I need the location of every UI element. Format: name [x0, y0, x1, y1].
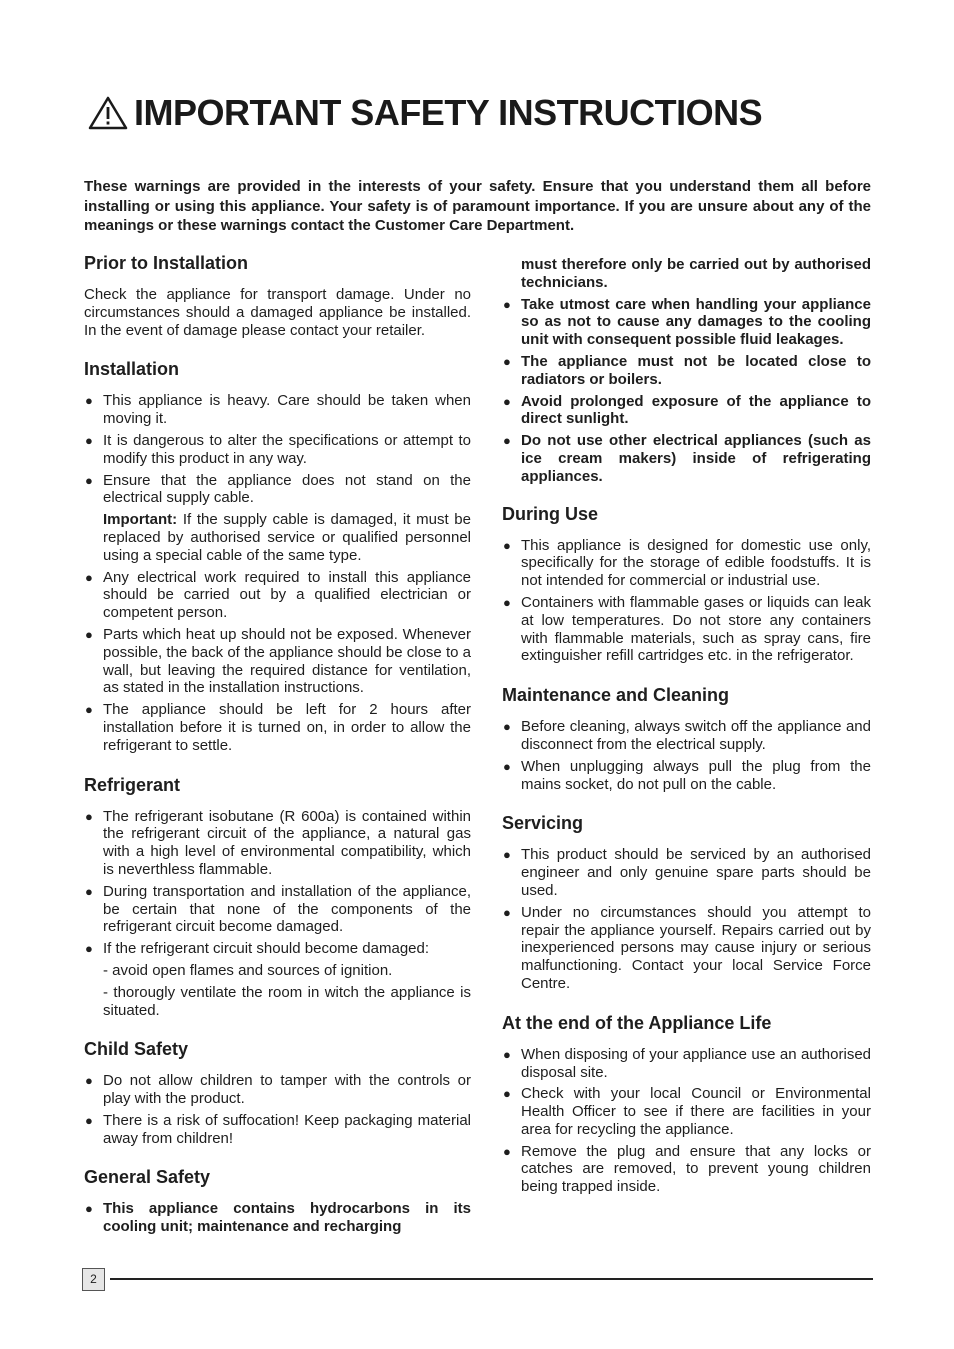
list-item-text: The appliance must not be located close to radiators or boilers.	[521, 352, 871, 388]
list-item	[84, 940, 471, 958]
list-item-text: This product should be serviced by an authorised engineer and only genuine spare parts should be used.	[521, 846, 871, 899]
list-item	[84, 808, 471, 879]
bullet-icon: ●	[85, 1201, 93, 1217]
section-during-use	[502, 503, 871, 666]
list-item	[84, 392, 471, 428]
bullet-icon: ●	[85, 432, 93, 448]
bullet-icon: ●	[503, 594, 511, 610]
list-item	[84, 626, 471, 697]
sub-item: - avoid open flames and sources of ignition.	[103, 961, 393, 979]
section-refrigerant	[84, 774, 471, 1020]
list-item-text: During transportation and installation of the appliance, be certain that none of the components of the refrigerant circuit become damaged.	[103, 882, 471, 936]
bullet-list	[502, 846, 871, 992]
list-item-text: Before cleaning, always switch off the appliance and disconnect from the electrical supply.	[521, 718, 871, 753]
section-servicing	[502, 812, 871, 992]
list-item-text: The refrigerant isobutane (R 600a) is contained within the refrigerant circuit of the appliance, a natural gas with a high level of environmental compatibility, which is neverthless flammable.	[103, 807, 471, 878]
section-general-safety	[84, 1166, 471, 1236]
section-heading: Child Safety	[84, 1039, 189, 1060]
section-heading: Refrigerant	[84, 774, 181, 795]
list-item-text: It is dangerous to alter the specifications or attempt to modify this product in any way.	[103, 431, 471, 467]
bullet-icon: ●	[503, 1046, 511, 1062]
list-item	[502, 594, 871, 665]
bullet-icon: ●	[85, 626, 93, 642]
bullet-icon: ●	[503, 719, 511, 735]
list-item	[84, 569, 471, 622]
section-general-safety-continued	[502, 256, 871, 486]
list-item-text: When unplugging always pull the plug from the mains socket, do not pull on the cable.	[521, 757, 871, 793]
list-item-text: Any electrical work required to install this appliance should be carried out by a qualified electrician or competent person.	[103, 568, 471, 622]
bullet-icon: ●	[503, 1143, 511, 1159]
list-item-text: The appliance should be left for 2 hours after installation before it is turned on, in order to allow the refrigerant to settle.	[103, 701, 471, 754]
bullet-list	[502, 296, 871, 486]
list-item-text: Check with your local Council or Environmental Health Officer to see if there are facilities in your area for recycling the appliance.	[521, 1085, 871, 1138]
section-text: Check the appliance for transport damage. Under no circumstances should a damaged appliance be installed. In the event of damage please contact your retailer.	[84, 286, 471, 339]
list-item	[84, 1072, 471, 1108]
section-heading: Prior to Installation	[84, 253, 249, 273]
bullet-list	[84, 808, 471, 958]
bullet-icon: ●	[85, 1112, 93, 1128]
bullet-icon: ●	[85, 941, 93, 957]
list-item	[502, 904, 871, 993]
bullet-icon: ●	[503, 296, 511, 312]
list-item	[84, 701, 471, 754]
important-note	[84, 511, 471, 564]
list-item	[502, 758, 871, 794]
bullet-icon: ●	[503, 1086, 511, 1102]
important-label: Important:	[103, 511, 178, 529]
bullet-list	[84, 1200, 471, 1236]
continued-text: must therefore only be carried out by authorised technicians.	[521, 256, 871, 291]
section-installation	[84, 358, 471, 754]
bullet-list	[84, 569, 471, 755]
list-item-text: Do not use other electrical appliances (such as ice cream makers) inside of refrigerating appliances.	[521, 432, 871, 485]
list-item	[502, 353, 871, 389]
section-heading: During Use	[502, 503, 599, 524]
list-item	[502, 1046, 871, 1082]
bullet-icon: ●	[85, 569, 93, 585]
section-heading: General Safety	[84, 1167, 211, 1188]
bullet-list	[84, 1072, 471, 1147]
bullet-list	[502, 718, 871, 793]
bullet-icon: ●	[85, 808, 93, 824]
list-item	[502, 1085, 871, 1138]
bullet-icon: ●	[503, 537, 511, 553]
list-item	[84, 1200, 471, 1236]
bullet-icon: ●	[503, 433, 511, 449]
bullet-icon: ●	[503, 904, 511, 920]
section-maintenance	[502, 684, 871, 793]
intro-paragraph: These warnings are provided in the interests of your safety. Ensure that you understand them all before installing or using this appliance. Your safety is of paramount importance. If you are unsure about any of the meanings or these warnings contact the Customer Care Department.	[84, 178, 871, 234]
left-column	[84, 252, 471, 1255]
bullet-icon: ●	[85, 883, 93, 899]
list-item-text: Ensure that the appliance does not stand on the electrical supply cable.	[103, 471, 471, 507]
list-item	[84, 432, 471, 468]
list-item-text: Take utmost care when handling your appliance so as not to cause any damages to the cooling unit with consequent possible fluid leakages.	[521, 295, 871, 349]
list-item-text: This appliance is designed for domestic use only, specifically for the storage of edible foodstuffs. It is not intended for commercial or industrial use.	[521, 536, 871, 590]
bullet-icon: ●	[85, 702, 93, 718]
warning-triangle-icon	[88, 96, 128, 130]
section-end-of-life	[502, 1012, 871, 1196]
list-item-text: Under no circumstances should you attempt to repair the appliance yourself. Repairs carried out by inexperienced persons may cause injury or serious malfunctioning. Contact your local Service Force Centre.	[521, 903, 871, 992]
bullet-icon: ●	[503, 353, 511, 369]
list-item	[502, 1143, 871, 1196]
list-item	[502, 296, 871, 349]
list-item	[502, 432, 871, 485]
page-title-text: IMPORTANT SAFETY INSTRUCTIONS	[134, 92, 763, 133]
list-item-text: This appliance is heavy. Care should be taken when moving it.	[103, 392, 471, 428]
list-item	[502, 393, 871, 429]
list-item-text: Do not allow children to tamper with the controls or play with the product.	[103, 1072, 471, 1108]
list-item	[84, 472, 471, 508]
list-item-text: Remove the plug and ensure that any locks or catches are removed, to prevent young children being trapped inside.	[521, 1142, 871, 1196]
bullet-list	[84, 392, 471, 507]
list-item	[502, 718, 871, 754]
bullet-icon: ●	[85, 1073, 93, 1089]
section-heading: Servicing	[502, 813, 584, 834]
bullet-icon: ●	[503, 758, 511, 774]
bullet-icon: ●	[85, 393, 93, 409]
section-child-safety	[84, 1038, 471, 1147]
list-item	[84, 1112, 471, 1148]
section-prior-installation	[84, 252, 471, 339]
list-item-text: Containers with flammable gases or liquids can leak at low temperatures. Do not store any containers with flammable materials, such as spray cans, fire extinguisher refill cartridges etc. in the refrigerator.	[521, 593, 871, 665]
section-heading: At the end of the Appliance Life	[502, 1012, 772, 1033]
list-item-text: Parts which heat up should not be exposed. Whenever possible, the back of the appliance should be close to a wall, but leaving the required distance for ventilation, as stated in the installation instructions.	[103, 625, 471, 697]
list-item	[84, 883, 471, 936]
list-item-text: Avoid prolonged exposure of the appliance to direct sunlight.	[521, 392, 871, 428]
section-heading: Installation	[84, 359, 180, 380]
list-item-text: There is a risk of suffocation! Keep packaging material away from children!	[103, 1111, 471, 1147]
bullet-list	[502, 1046, 871, 1196]
page-number: 2	[82, 1268, 105, 1291]
right-column	[502, 256, 871, 1215]
list-item-text: If the refrigerant circuit should become damaged:	[103, 940, 430, 958]
list-item-text: When disposing of your appliance use an authorised disposal site.	[521, 1045, 871, 1081]
sub-item: - thorougly ventilate the room in witch the appliance is situated.	[103, 983, 471, 1019]
footer-divider	[110, 1278, 873, 1280]
page-title	[88, 92, 762, 134]
bullet-icon: ●	[503, 847, 511, 863]
list-item	[502, 846, 871, 899]
bullet-list	[502, 537, 871, 666]
bullet-icon: ●	[85, 472, 93, 488]
list-item	[502, 537, 871, 590]
bullet-icon: ●	[503, 393, 511, 409]
important-text: If the supply cable is damaged, it must be replaced by authorised service or qualified personnel using a special cable of the same type.	[103, 511, 471, 564]
section-heading: Maintenance and Cleaning	[502, 685, 730, 706]
list-item-text: This appliance contains hydrocarbons in its cooling unit; maintenance and recharging	[103, 1200, 471, 1236]
